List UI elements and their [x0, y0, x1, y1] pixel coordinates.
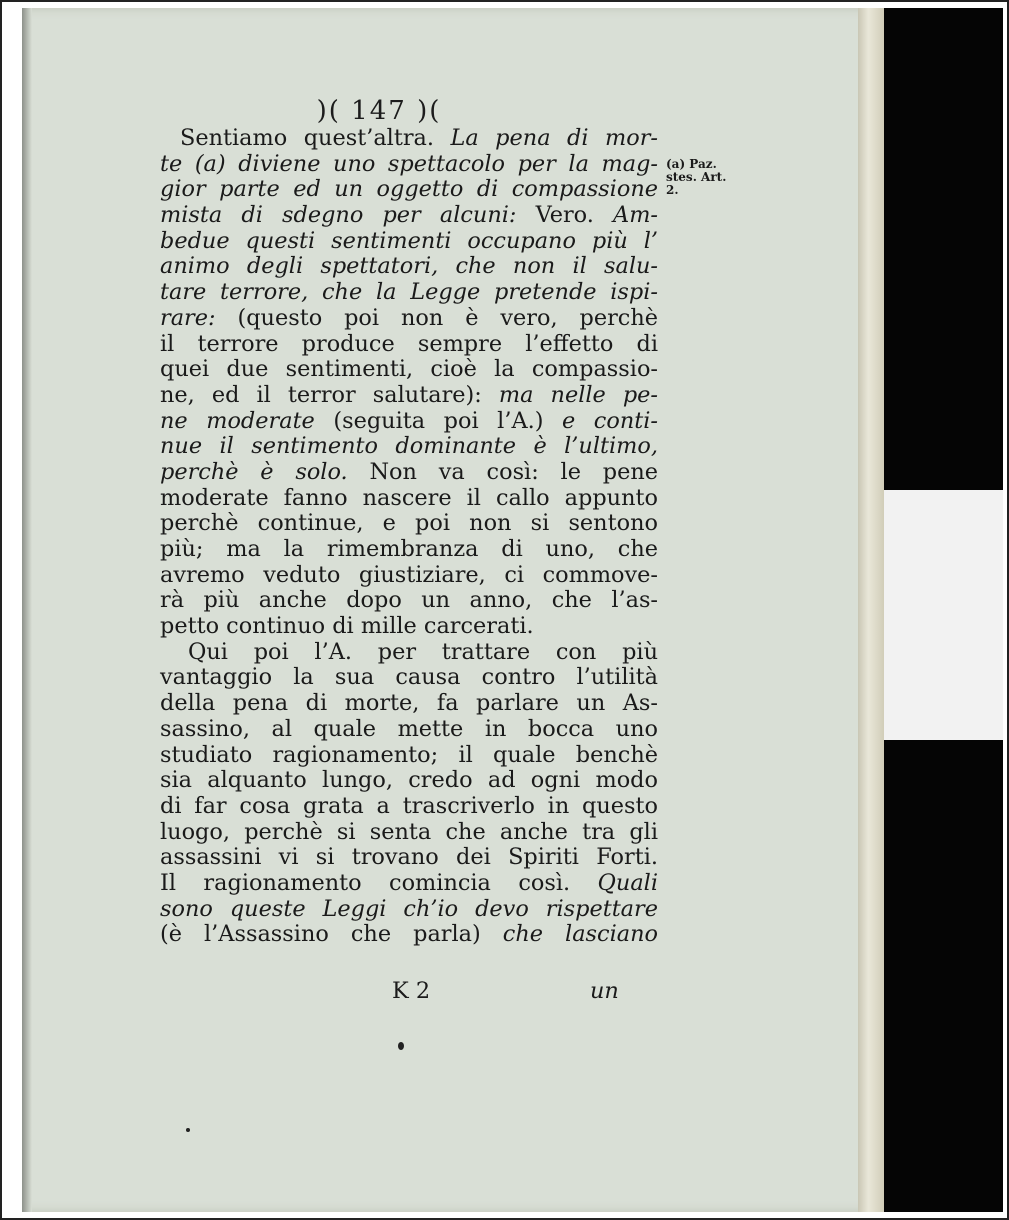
page-number: )( 147 )(: [316, 96, 442, 126]
ink-speck: [186, 1128, 190, 1132]
text-line: [160, 203, 658, 229]
text-line: [160, 126, 658, 152]
roman-text: (è l’Assassino che parla): [160, 921, 503, 948]
italic-text: ma nelle pe-: [498, 381, 659, 408]
roman-text: quei due sentimenti, cioè la compassio-: [160, 356, 658, 383]
italic-text: gior parte ed un oggetto di compassione: [160, 176, 658, 203]
roman-text: luogo, perchè si senta che anche tra gli: [160, 818, 658, 845]
roman-text: Non va così: le pene: [369, 458, 659, 485]
text-line: [160, 665, 658, 691]
italic-text: mista di sdegno per alcuni:: [160, 202, 536, 229]
roman-text: studiato ragionamento; il quale benchè: [160, 741, 658, 768]
roman-text: petto continuo di mille carcerati.: [160, 613, 534, 640]
roman-text: assassini vi si trovano dei Spiriti Forti.: [160, 844, 658, 871]
roman-text: moderate fanno nascere il callo appunto: [160, 484, 658, 511]
text-line: [160, 845, 658, 871]
text-line: [160, 717, 658, 743]
signature-mark: K 2: [392, 978, 431, 1004]
italic-text: tare terrore, che la Legge pretende ispi-: [160, 279, 658, 306]
roman-text: sassino, al quale mette in bocca uno: [160, 715, 658, 742]
catchword: un: [590, 978, 619, 1004]
text-line: [160, 537, 658, 563]
page-footer: [160, 978, 658, 1004]
roman-text: Qui poi l’A. per trattare con più: [188, 638, 658, 665]
italic-text: rare:: [160, 304, 238, 331]
text-line: [160, 229, 658, 255]
italic-text: che lasciano: [502, 921, 658, 948]
text-line: [160, 332, 658, 358]
roman-text: (seguita poi l’A.): [333, 407, 563, 434]
margin-note: [666, 158, 741, 197]
italic-text: animo degli spettatori, che non il salu-: [160, 253, 658, 280]
text-line: [160, 691, 658, 717]
text-line: [160, 768, 658, 794]
italic-text: Am-: [613, 202, 658, 229]
text-line: [160, 871, 658, 897]
text-line: [160, 177, 658, 203]
text-line: [160, 640, 658, 666]
text-line: [160, 820, 658, 846]
page-header: [26, 96, 882, 126]
roman-text: della pena di morte, fa parlare un As-: [160, 690, 658, 717]
italic-text: e conti-: [562, 407, 658, 434]
italic-text: ne moderate: [160, 407, 334, 434]
italic-text: nue il sentimento dominante è l’ultimo,: [160, 433, 658, 460]
text-line: [160, 460, 658, 486]
italic-text: te (a) diviene uno spettacolo per la mag-: [160, 150, 658, 177]
text-line: [160, 614, 658, 640]
ink-speck: [398, 1042, 404, 1050]
roman-text: sia alquanto lungo, credo ad ogni modo: [160, 767, 658, 794]
text-line: [160, 383, 658, 409]
body-text: [160, 126, 658, 948]
margin-note-line: 2.: [666, 183, 679, 197]
roman-text: Sentiamo quest’altra.: [180, 125, 451, 151]
roman-text: perchè continue, e poi non si sentono: [160, 510, 658, 537]
italic-text: bedue questi sentimenti occupano più l’: [160, 227, 658, 254]
roman-text: di far cosa grata a trascriverlo in questo: [160, 792, 658, 819]
text-line: [160, 152, 658, 178]
page-edge: [858, 8, 884, 1212]
roman-text: avremo veduto giustiziare, ci commove-: [160, 561, 658, 588]
text-line: [160, 922, 658, 948]
roman-text: (questo poi non è vero, perchè: [237, 304, 658, 331]
text-line: [160, 897, 658, 923]
text-line: [160, 563, 658, 589]
text-line: [160, 588, 658, 614]
text-line: [160, 357, 658, 383]
italic-text: La pena di mor-: [450, 125, 658, 151]
roman-text: rà più anche dopo un anno, che l’as-: [160, 587, 658, 614]
text-line: [160, 409, 658, 435]
italic-text: Quali: [597, 869, 658, 896]
text-line: [160, 486, 658, 512]
roman-text: il terrore produce sempre l’effetto di: [160, 330, 658, 357]
roman-text: Vero.: [535, 202, 614, 229]
text-line: [160, 434, 658, 460]
margin-note-line: stes. Art.: [666, 170, 727, 184]
text-line: [160, 794, 658, 820]
text-line: [160, 306, 658, 332]
italic-text: perchè è solo.: [160, 458, 370, 485]
text-line: [160, 254, 658, 280]
roman-text: Il ragionamento comincia così.: [160, 869, 598, 896]
roman-text: vantaggio la sua causa contro l’utilità: [160, 664, 658, 691]
text-line: [160, 280, 658, 306]
italic-text: sono queste Leggi ch’io devo rispettare: [160, 895, 658, 922]
book-page: [26, 8, 882, 1212]
text-line: [160, 511, 658, 537]
text-line: [160, 743, 658, 769]
scan-background-light-patch: [866, 490, 1003, 740]
roman-text: più; ma la rimembranza di uno, che: [160, 536, 658, 562]
roman-text: ne, ed il terror salutare):: [160, 381, 499, 408]
margin-note-line: (a) Paz.: [666, 157, 717, 171]
page-gutter-shadow: [22, 8, 32, 1212]
